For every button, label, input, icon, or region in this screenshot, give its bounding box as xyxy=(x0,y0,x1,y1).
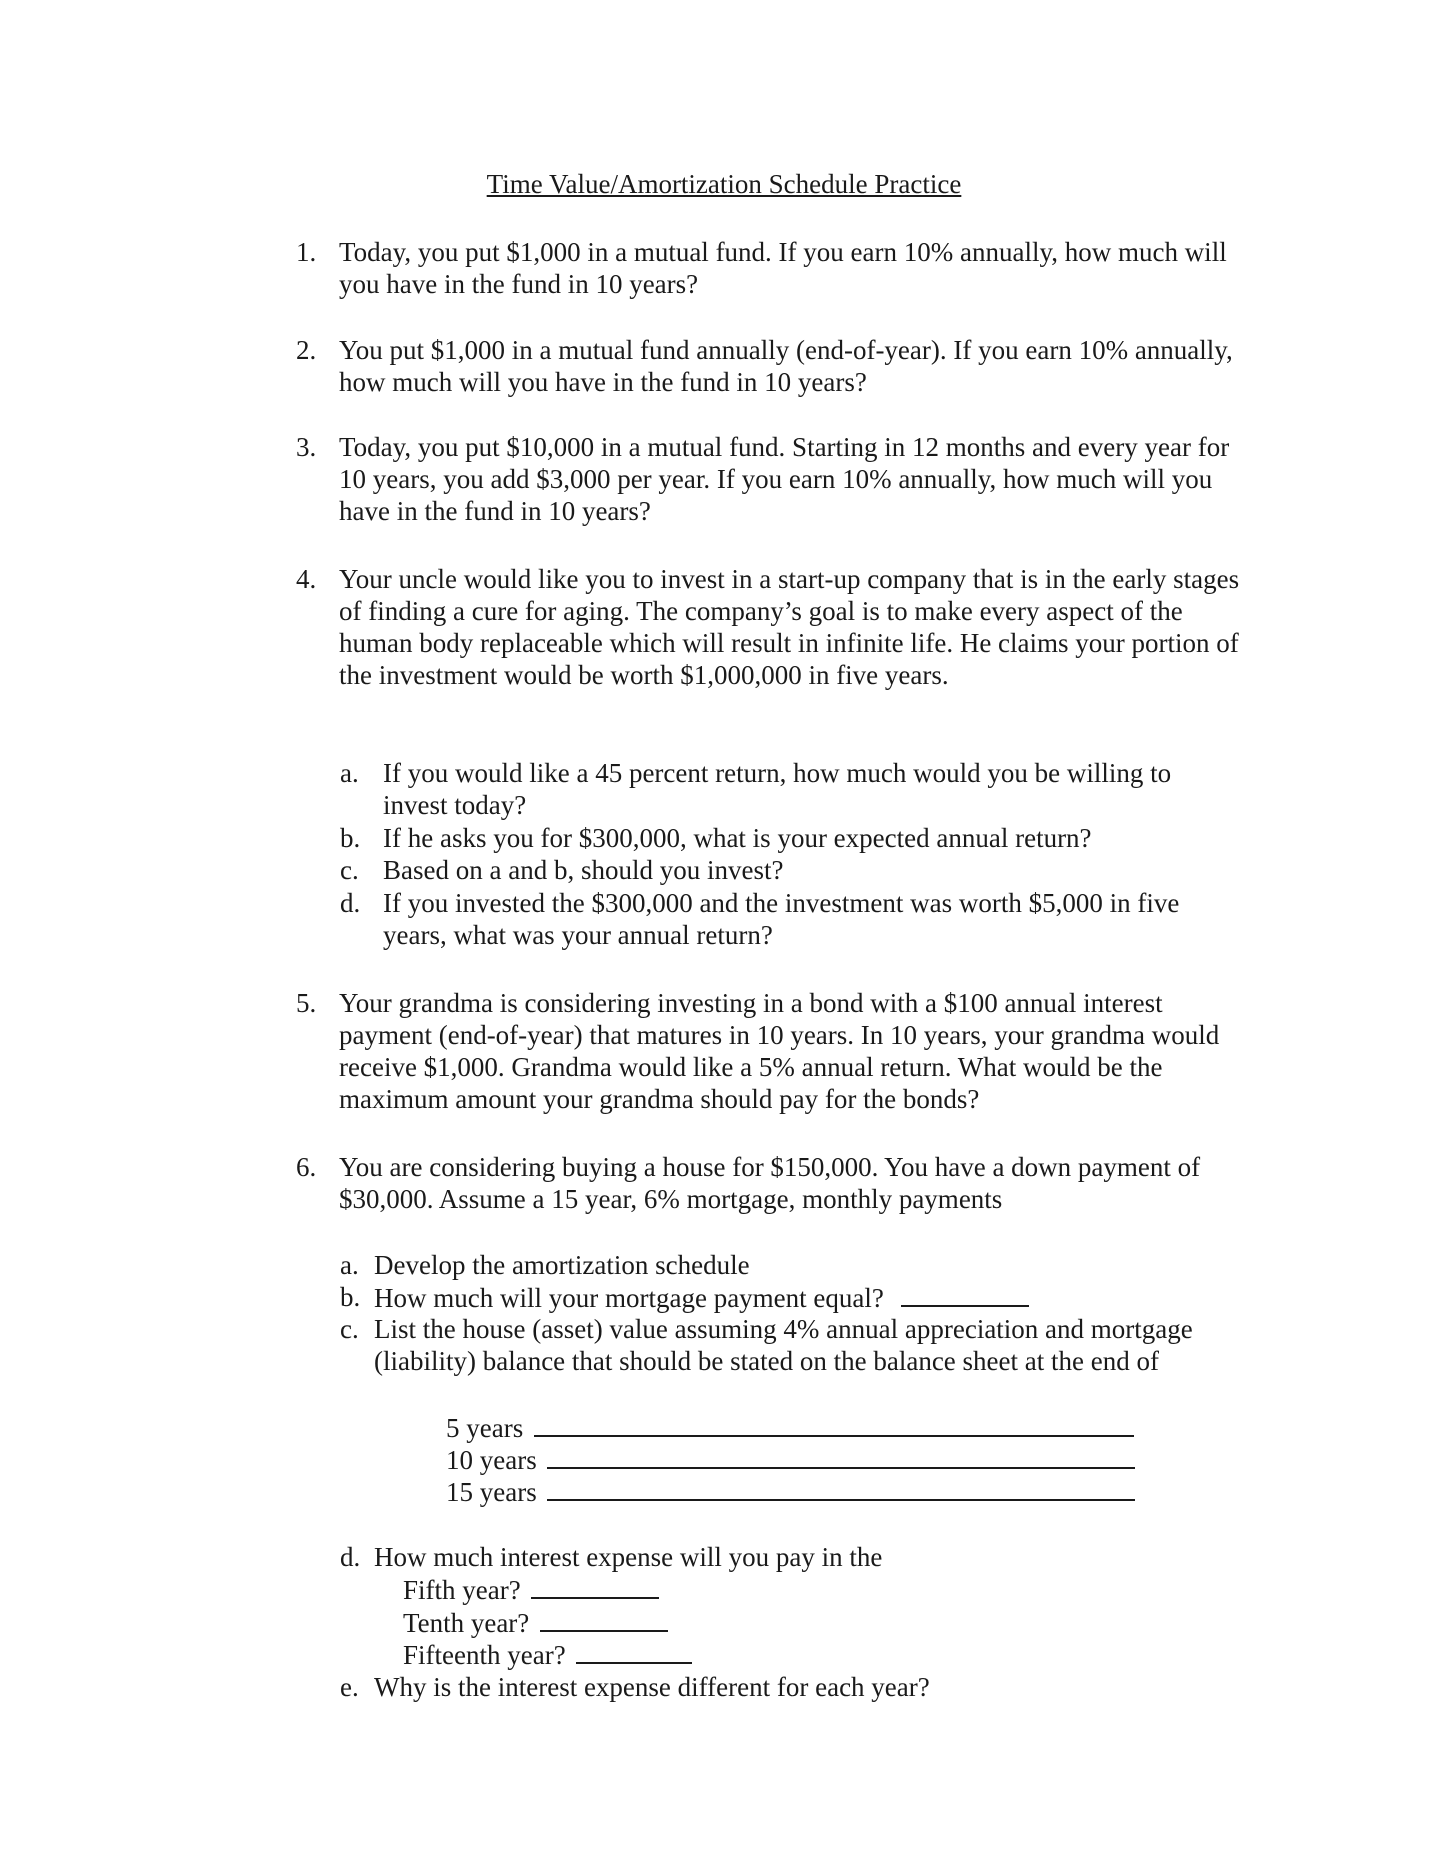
balance-line-label: 5 years xyxy=(446,1413,524,1443)
question-4-part-c xyxy=(340,854,1240,886)
question-4 xyxy=(296,563,1246,691)
question-6-part-e xyxy=(340,1671,1240,1703)
question-text: Today, you put $1,000 in a mutual fund. If you earn 10% annually, how much will you have in the fund in 10 years? xyxy=(339,237,1227,299)
balance-line-label: 15 years xyxy=(446,1477,537,1507)
interest-line-fifth xyxy=(403,1573,659,1606)
part-label: a. xyxy=(340,1250,359,1280)
question-6-part-d xyxy=(340,1541,1240,1573)
question-6 xyxy=(296,1151,1246,1215)
part-label: d. xyxy=(340,888,361,918)
part-label: e. xyxy=(340,1672,359,1702)
part-text: Develop the amortization schedule xyxy=(374,1250,750,1280)
balance-line-5-years xyxy=(446,1411,1134,1444)
part-text: Based on a and b, should you invest? xyxy=(383,855,784,885)
part-label: a. xyxy=(340,758,359,788)
part-text: List the house (asset) value assuming 4% annual appreciation and mortgage (liability) balance that should be stated on the balance sheet at the end of xyxy=(374,1314,1193,1376)
question-text: Your grandma is considering investing in a bond with a $100 annual interest payment (end-of-year) that matures in 10 years. In 10 years, your grandma would receive $1,000. Grandma would like a 5% annual return. What would be the maximum amount your grandma should pay for the bonds? xyxy=(339,988,1220,1114)
answer-blank-fifteenth-year[interactable] xyxy=(576,1638,692,1664)
part-text: If you invested the $300,000 and the investment was worth $5,000 in five years, what was your annual return? xyxy=(383,888,1180,950)
answer-blank-payment[interactable] xyxy=(901,1281,1029,1307)
page-title: Time Value/Amortization Schedule Practice xyxy=(486,169,962,199)
balance-line-10-years xyxy=(446,1443,1135,1476)
question-text: Your uncle would like you to invest in a start-up company that is in the early stages of finding a cure for aging. The company’s goal is to make every aspect of the human body replaceable which will result in infinite life. He claims your portion of the investment would be worth $1,000,000 in five years. xyxy=(339,564,1240,690)
part-text: How much will your mortgage payment equal? xyxy=(374,1283,884,1313)
part-label: b. xyxy=(340,823,361,853)
part-label: c. xyxy=(340,855,359,885)
answer-blank-15-years[interactable] xyxy=(547,1475,1135,1501)
question-4-part-d xyxy=(340,887,1240,951)
question-5 xyxy=(296,987,1246,1115)
question-number: 3. xyxy=(296,432,317,462)
answer-blank-tenth-year[interactable] xyxy=(540,1606,668,1632)
question-4-part-b xyxy=(340,822,1240,854)
question-number: 6. xyxy=(296,1152,317,1182)
answer-blank-5-years[interactable] xyxy=(534,1411,1134,1437)
interest-line-label: Fifteenth year? xyxy=(403,1640,566,1670)
balance-line-label: 10 years xyxy=(446,1445,537,1475)
balance-line-15-years xyxy=(446,1475,1135,1508)
part-text: Why is the interest expense different for each year? xyxy=(374,1672,930,1702)
answer-blank-fifth-year[interactable] xyxy=(531,1573,659,1599)
interest-line-label: Tenth year? xyxy=(403,1608,530,1638)
question-3 xyxy=(296,431,1246,527)
question-number: 4. xyxy=(296,564,317,594)
part-text: If he asks you for $300,000, what is your expected annual return? xyxy=(383,823,1092,853)
interest-line-fifteenth xyxy=(403,1638,692,1671)
question-text: You are considering buying a house for $150,000. You have a down payment of $30,000. Assume a 15 year, 6% mortgage, monthly payments xyxy=(339,1152,1201,1214)
interest-line-tenth xyxy=(403,1606,668,1639)
part-label: d. xyxy=(340,1542,361,1572)
question-2 xyxy=(296,334,1246,398)
part-text: If you would like a 45 percent return, how much would you be willing to invest today? xyxy=(383,758,1172,820)
question-6-part-a xyxy=(340,1249,1240,1281)
question-text: You put $1,000 in a mutual fund annually (end-of-year). If you earn 10% annually, how much will you have in the fund in 10 years? xyxy=(339,335,1233,397)
question-6-part-c xyxy=(340,1313,1240,1377)
question-number: 5. xyxy=(296,988,317,1018)
question-number: 1. xyxy=(296,237,317,267)
part-label: b. xyxy=(340,1282,361,1312)
question-6-part-b xyxy=(340,1281,1240,1314)
question-number: 2. xyxy=(296,335,317,365)
question-1 xyxy=(296,236,1246,300)
part-text: How much interest expense will you pay in the xyxy=(374,1542,883,1572)
answer-blank-10-years[interactable] xyxy=(547,1443,1135,1469)
question-text: Today, you put $10,000 in a mutual fund. Starting in 12 months and every year for 10 years, you add $3,000 per year. If you earn 10% annually, how much will you have in the fund in 10 years? xyxy=(339,432,1230,526)
part-label: c. xyxy=(340,1314,359,1344)
question-4-part-a xyxy=(340,757,1240,821)
interest-line-label: Fifth year? xyxy=(403,1575,521,1605)
